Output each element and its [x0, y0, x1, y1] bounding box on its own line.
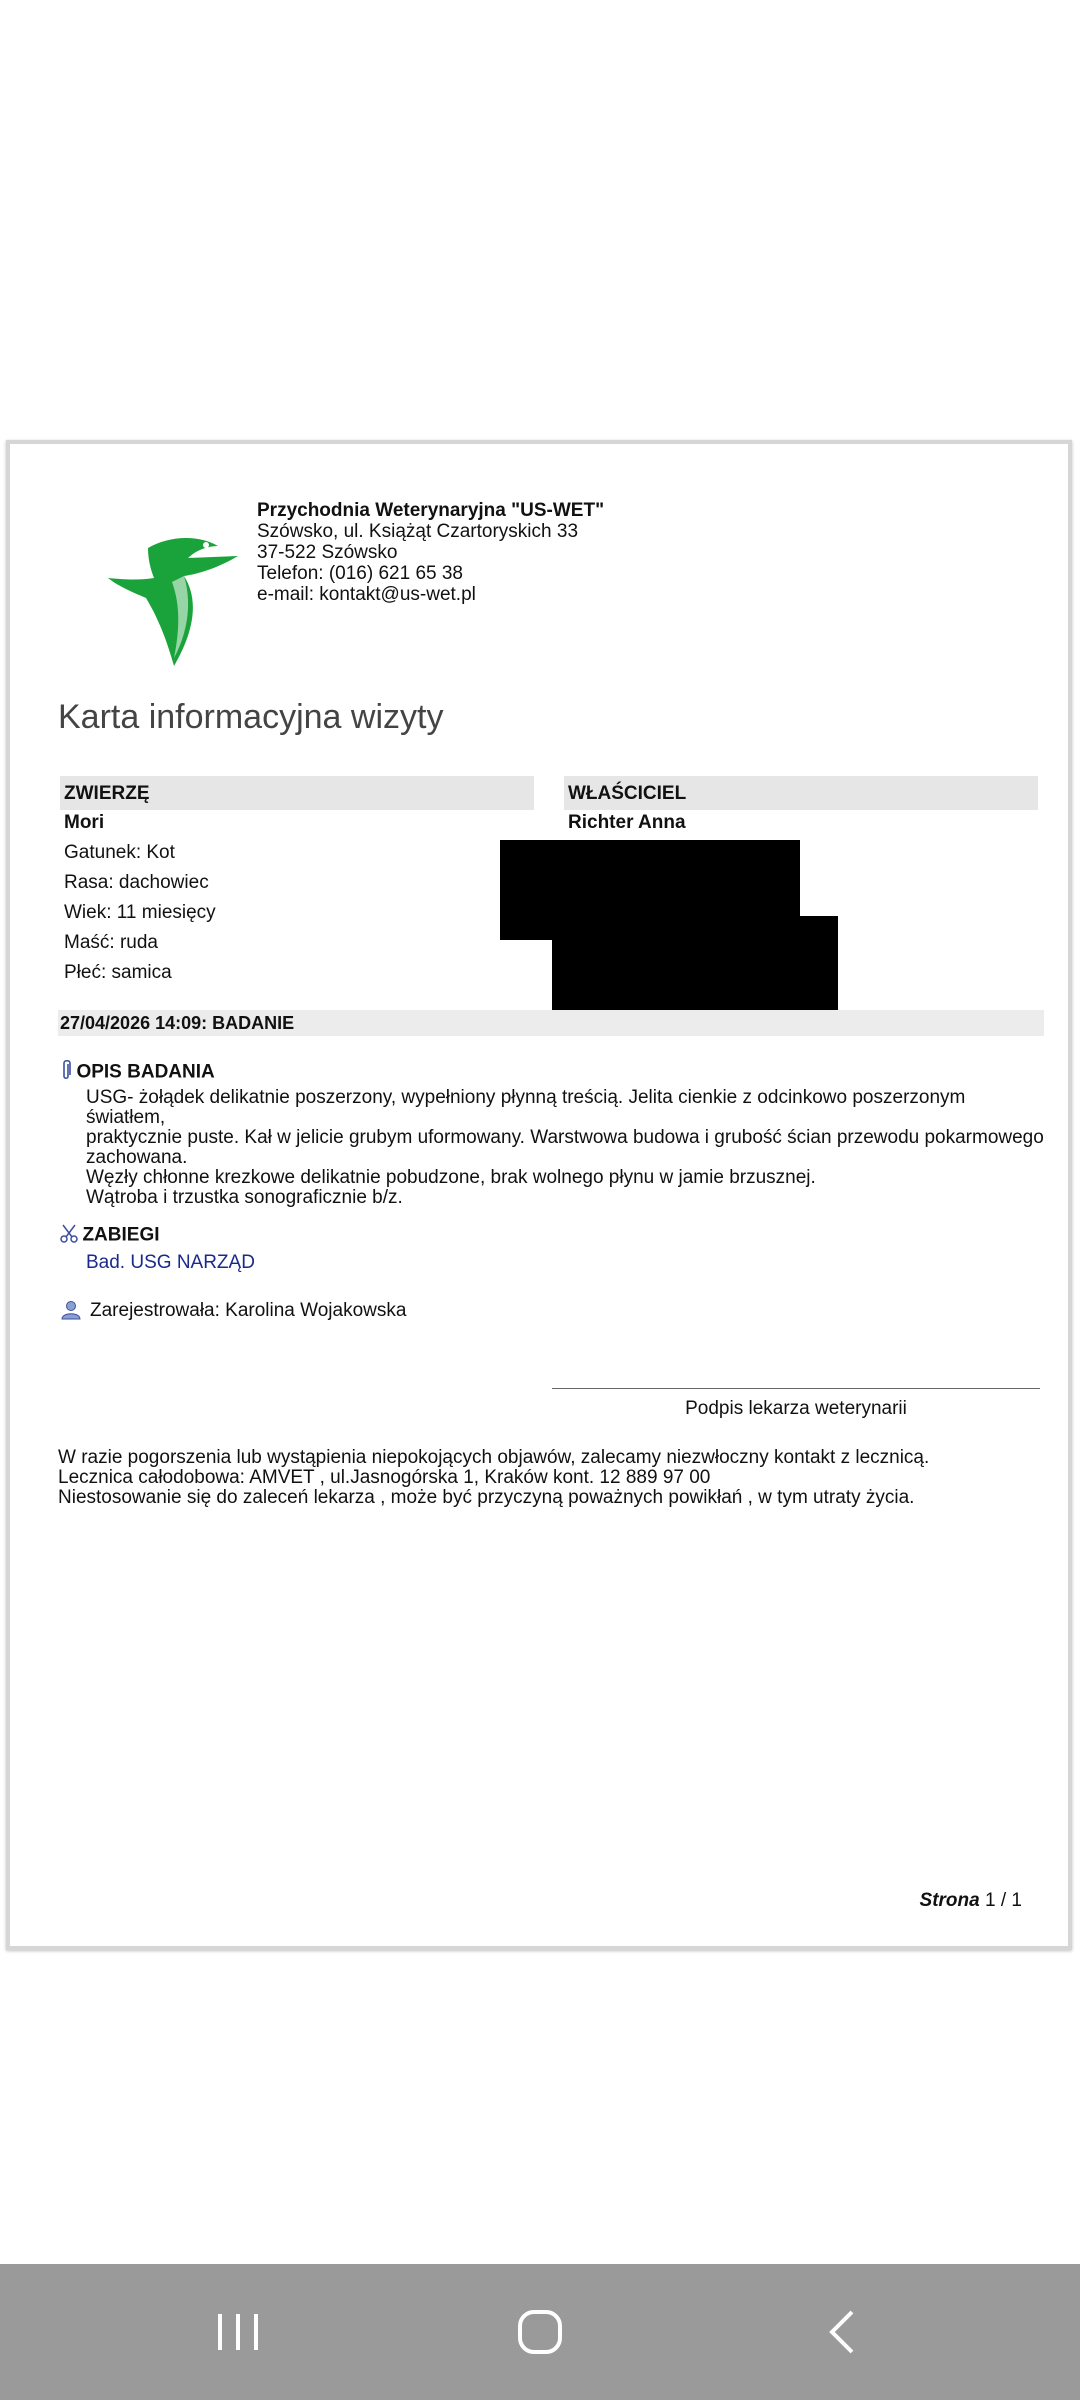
signature-line	[552, 1388, 1040, 1389]
footer-line: Niestosowanie się do zaleceń lekarza , może być przyczyną poważnych powikłań , w tym utraty życia.	[58, 1487, 915, 1508]
description-text	[86, 1088, 1046, 1208]
page-label: Strona	[919, 1890, 980, 1911]
home-icon	[500, 2304, 580, 2360]
description-header-row	[60, 1060, 215, 1087]
registered-row	[60, 1300, 82, 1325]
system-navigation-bar	[0, 2264, 1080, 2400]
owner-name: Richter Anna	[568, 812, 686, 833]
clinic-name: Przychodnia Weterynaryjna "US-WET"	[257, 500, 605, 521]
back-icon	[802, 2304, 882, 2360]
description-line: Węzły chłonne krezkowe delikatnie pobudzone, brak wolnego płynu w jamie brzusznej.	[86, 1167, 816, 1188]
scissors-icon	[60, 1224, 78, 1249]
footer-note	[58, 1448, 1048, 1508]
procedures-header: ZABIEGI	[82, 1224, 160, 1246]
signature-label: Podpis lekarza weterynarii	[685, 1398, 907, 1419]
document-title: Karta informacyjna wizyty	[58, 698, 444, 736]
paperclip-icon	[60, 1060, 72, 1087]
clinic-phone: Telefon: (016) 621 65 38	[257, 563, 463, 584]
procedure-item: Bad. USG NARZĄD	[86, 1252, 255, 1273]
footer-line: Lecznica całodobowa: AMVET , ul.Jasnogórska 1, Kraków kont. 12 889 97 00	[58, 1467, 711, 1488]
user-icon	[60, 1300, 82, 1325]
description-line: praktycznie puste. Kał w jelicie grubym uformowany. Warstwowa budowa i grubość ścian przewodu pokarmowego	[86, 1127, 1044, 1148]
description-line: USG- żołądek delikatnie poszerzony, wypełniony płynną treścią. Jelita cienkie z odcinkowo poszerzonym światłem,	[86, 1087, 966, 1128]
recent-apps-icon	[198, 2304, 278, 2360]
animal-age: Wiek: 11 miesięcy	[64, 902, 216, 923]
redaction-block	[552, 916, 838, 1018]
animal-coat: Maść: ruda	[64, 932, 158, 953]
visit-header: 27/04/2026 14:09: BADANIE	[58, 1010, 1044, 1036]
clinic-address-line2: 37-522 Szówsko	[257, 542, 398, 563]
clinic-info	[257, 500, 604, 605]
registered-by: Zarejestrowała: Karolina Wojakowska	[90, 1300, 407, 1321]
procedures-header-row	[60, 1224, 160, 1249]
document-page	[6, 440, 1072, 1950]
description-line: Wątroba i trzustka sonograficznie b/z.	[86, 1187, 403, 1208]
animal-section-header: ZWIERZĘ	[60, 776, 534, 810]
back-button[interactable]	[802, 2304, 882, 2360]
footer-line: W razie pogorszenia lub wystąpienia niepokojących objawów, zalecamy niezwłoczny kontakt z lecznicą.	[58, 1447, 930, 1468]
clinic-address-line1: Szówsko, ul. Książąt Czartoryskich 33	[257, 521, 579, 542]
page-number	[920, 1890, 1022, 1912]
animal-species: Gatunek: Kot	[64, 842, 175, 863]
animal-sex: Płeć: samica	[64, 962, 172, 983]
page-separator: /	[1000, 1890, 1007, 1911]
page-current: 1	[985, 1890, 996, 1911]
clinic-email: e-mail: kontakt@us-wet.pl	[257, 584, 476, 605]
page-total: 1	[1011, 1890, 1022, 1911]
description-line: zachowana.	[86, 1147, 188, 1168]
recent-apps-button[interactable]	[198, 2304, 278, 2360]
animal-breed: Rasa: dachowiec	[64, 872, 209, 893]
animal-name: Mori	[64, 812, 105, 833]
owner-section-header: WŁAŚCICIEL	[564, 776, 1038, 810]
clinic-logo	[88, 528, 258, 668]
description-header: OPIS BADANIA	[76, 1061, 215, 1083]
bird-logo-icon	[88, 528, 258, 668]
home-button[interactable]	[500, 2304, 580, 2360]
